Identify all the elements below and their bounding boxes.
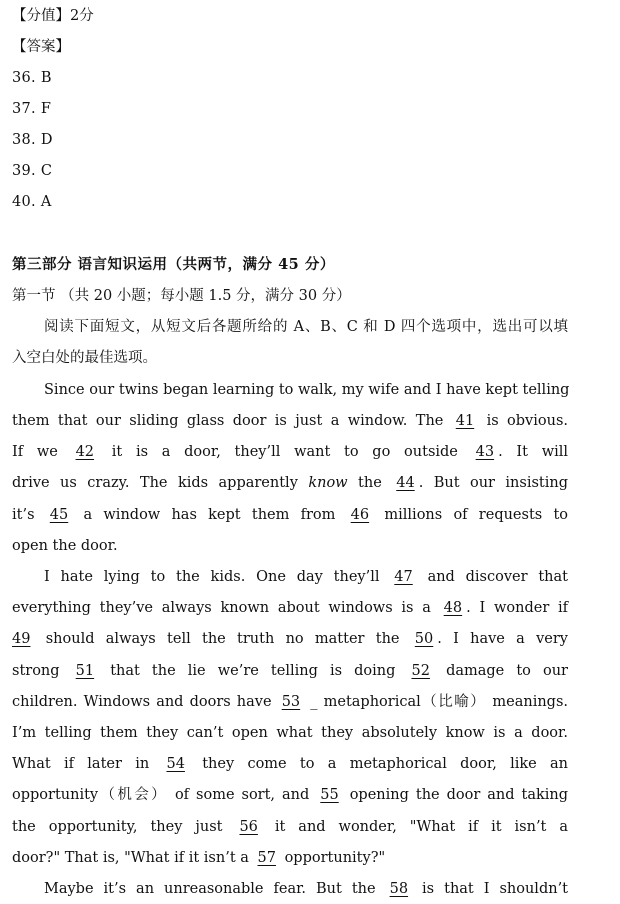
blank-56: 56 bbox=[239, 819, 258, 835]
passage-line: it’s 45 a window has kept them from 46 millions of requests to bbox=[12, 504, 568, 526]
passage-line: children. Windows and doors have 53 _ metaphorical（比喻） meanings. bbox=[12, 691, 568, 713]
passage-line: What if later in 54 they come to a metaphorical door, like an bbox=[12, 753, 568, 775]
blank-44: 44 bbox=[396, 475, 415, 491]
passage-line: If we 42 it is a door, they’ll want to go outside 43 . It will bbox=[12, 441, 568, 463]
section-title: 第三部分 语言知识运用（共两节，满分 45 分） bbox=[12, 256, 335, 273]
answer-item: 38. D bbox=[12, 132, 53, 148]
blank-45: 45 bbox=[49, 507, 69, 523]
passage-line: Since our twins began learning to walk, my wife and I have kept telling bbox=[44, 382, 570, 398]
answer-item: 40. A bbox=[12, 194, 52, 210]
answer-item: 39. C bbox=[12, 163, 53, 179]
passage-line: strong 51 that the lie we’re telling is doing 52 damage to our bbox=[12, 660, 568, 682]
blank-46: 46 bbox=[350, 507, 370, 523]
passage-line: Maybe it’s an unreasonable fear. But the 58 is that I shouldn’t bbox=[44, 878, 568, 900]
answer-heading: 【答案】 bbox=[12, 39, 70, 55]
passage-line: them that our sliding glass door is just a window. The 41 is obvious. bbox=[12, 410, 568, 432]
blank-47: 47 bbox=[394, 569, 413, 585]
passage-line: everything they’ve always known about windows is a 48 . I wonder if bbox=[12, 597, 568, 619]
blank-54: 54 bbox=[166, 756, 185, 772]
answer-item: 37. F bbox=[12, 101, 52, 117]
passage-line: I’m telling them they can’t open what they absolutely know is a door. bbox=[12, 725, 568, 741]
blank-51: 51 bbox=[75, 663, 95, 679]
passage-line: opportunity（机会） of some sort, and 55 opening the door and taking bbox=[12, 784, 568, 806]
passage-line: open the door. bbox=[12, 538, 118, 554]
passage-line: door?" That is, "What if it isn’t a 57 opportunity?" bbox=[12, 847, 568, 869]
blank-49: 49 bbox=[12, 631, 31, 647]
score-label: 【分值】2分 bbox=[12, 8, 94, 24]
instruction-line: 入空白处的最佳选项。 bbox=[12, 350, 157, 366]
blank-43: 43 bbox=[475, 444, 495, 460]
blank-52: 52 bbox=[411, 663, 430, 679]
blank-41: 41 bbox=[455, 413, 475, 429]
answer-item: 36. B bbox=[12, 70, 52, 86]
blank-57: 57 bbox=[257, 850, 276, 866]
blank-48: 48 bbox=[443, 600, 463, 616]
passage-line: the opportunity, they just 56 it and wonder, "What if it isn’t a bbox=[12, 816, 568, 838]
blank-55: 55 bbox=[320, 787, 339, 803]
blank-42: 42 bbox=[75, 444, 95, 460]
section-subtitle: 第一节 （共 20 小题；每小题 1.5 分，满分 30 分） bbox=[12, 288, 351, 304]
blank-50: 50 bbox=[414, 631, 434, 647]
passage-line: drive us crazy. The kids apparently know the 44 . But our insisting bbox=[12, 472, 568, 494]
blank-58: 58 bbox=[389, 881, 409, 897]
passage-line: 49 should always tell the truth no matter the 50 . I have a very bbox=[12, 628, 568, 650]
instruction-line: 阅读下面短文，从短文后各题所给的 A、B、C 和 D 四个选项中，选出可以填 bbox=[44, 319, 568, 335]
blank-53: 53 bbox=[281, 694, 301, 710]
passage-line: I hate lying to the kids. One day they’ll 47 and discover that bbox=[44, 566, 568, 588]
